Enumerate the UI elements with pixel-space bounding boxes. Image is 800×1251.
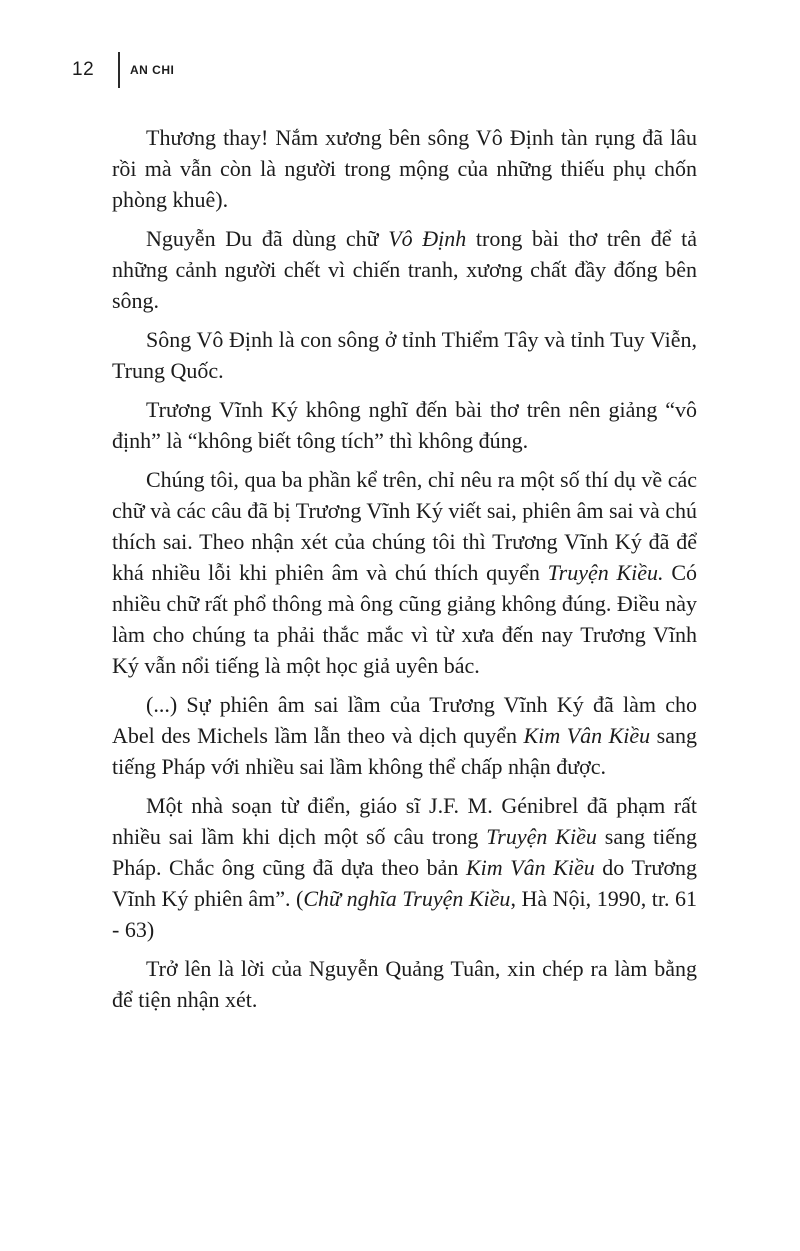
- page-number: 12: [72, 59, 95, 80]
- text-run: Sông Vô Định là con sông ở tỉnh Thiểm Tây và tỉnh Tuy Viễn, Trung Quốc.: [112, 327, 697, 383]
- paragraph: [112, 464, 697, 681]
- body-text: [112, 122, 697, 1023]
- text-run: , Hà Nội, 1990, tr. 61 - 63): [112, 886, 697, 942]
- text-run: Trương Vĩnh Ký không nghĩ đến bài thơ trên nên giảng “vô định” là “không biết tông tích” thì không đúng.: [112, 397, 697, 453]
- header-divider: [118, 52, 120, 88]
- text-run: Nguyễn Du đã dùng chữ: [146, 226, 389, 251]
- paragraph: [112, 953, 697, 1015]
- italic-book-title: Kim Vân Kiều: [523, 723, 651, 748]
- text-run: sang tiếng Pháp. Chắc ông cũng đã dựa theo bản: [112, 824, 697, 880]
- running-header: [72, 50, 174, 90]
- paragraph: [112, 689, 697, 782]
- paragraph: [112, 790, 697, 945]
- text-run: Có nhiều chữ rất phổ thông mà ông cũng giảng không đúng. Điều này làm cho chúng ta phải thắc mắc vì từ xưa đến nay Trương Vĩnh Ký vẫn nổi tiếng là một học giả uyên bác.: [112, 560, 697, 678]
- text-run: sang tiếng Pháp với nhiều sai lầm không thể chấp nhận được.: [112, 723, 698, 779]
- paragraph: [112, 223, 697, 316]
- italic-book-title: Truyện Kiều: [486, 824, 597, 849]
- text-run: trong bài thơ trên để tả những cảnh người chết vì chiến tranh, xương chất đầy đống bên sông.: [112, 226, 697, 313]
- text-run: (...) Sự phiên âm sai lầm của Trương Vĩnh Ký đã làm cho Abel des Michels lầm lẫn theo và dịch quyển: [112, 692, 697, 748]
- text-run: Chúng tôi, qua ba phần kể trên, chỉ nêu ra một số thí dụ về các chữ và các câu đã bị Trương Vĩnh Ký viết sai, phiên âm sai và chú thích sai. Theo nhận xét của chúng tôi thì Trương Vĩnh Ký đã để khá nhiều lỗi khi phiên âm và chú thích quyển: [112, 467, 697, 585]
- paragraph: [112, 394, 697, 456]
- paragraph: [112, 122, 697, 215]
- text-run: Trở lên là lời của Nguyễn Quảng Tuân, xin chép ra làm bằng để tiện nhận xét.: [112, 956, 697, 1012]
- text-run: Một nhà soạn từ điển, giáo sĩ J.F. M. Génibrel đã phạm rất nhiều sai lầm khi dịch một số câu trong: [112, 793, 697, 849]
- italic-book-title: Chữ nghĩa Truyện Kiều: [303, 886, 511, 911]
- paragraph: [112, 324, 697, 386]
- italic-book-title: Kim Vân Kiều: [465, 855, 595, 880]
- italic-book-title: Truyện Kiều.: [547, 560, 664, 585]
- italic-term: Vô Định: [388, 226, 467, 251]
- text-run: do Trương Vĩnh Ký phiên âm”. (: [112, 855, 697, 911]
- text-run: Thương thay! Nắm xương bên sông Vô Định tàn rụng đã lâu rồi mà vẫn còn là người trong mộng của những thiếu phụ chốn phòng khuê).: [112, 125, 697, 212]
- author-name: AN CHI: [130, 63, 175, 77]
